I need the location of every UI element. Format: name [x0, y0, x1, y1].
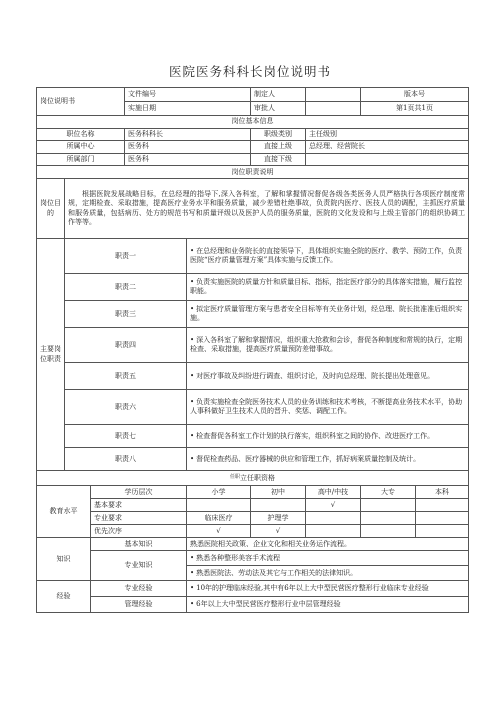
edu-level: 本科 — [416, 486, 469, 499]
edu-level: 高中/中技 — [306, 486, 361, 499]
job-level-value: 主任级别 — [306, 129, 469, 141]
dept-label: 所属部门 — [37, 153, 125, 165]
duty-name: 职责三 — [65, 301, 187, 328]
duty-name: 职责五 — [65, 363, 187, 390]
edu-level: 小学 — [187, 486, 251, 499]
basic-req-label: 基本要求 — [91, 499, 187, 512]
main-duties-label: 主要岗位职责 — [37, 239, 65, 471]
doc-label: 岗位说明书 — [37, 88, 125, 116]
job-name-label: 职位名称 — [37, 129, 125, 141]
priority-mark: √ — [187, 525, 251, 538]
mgmt-exp-label: 管理经验 — [91, 597, 187, 613]
duty-text: • 检查督促各科室工作计划的执行落实，组织科室之间的协作、改进医疗工作。 — [187, 425, 469, 448]
page-title: 医院医务科科长岗位说明书 — [168, 64, 331, 79]
pro-exp-label: 专业经验 — [91, 581, 187, 597]
duty-text: • 督促检查药品、医疗器械的供应和管理工作，抓好病案质量控制及统计。 — [187, 448, 469, 471]
basic-knowledge-text: 熟悉医院相关政策、企业文化和相关业务运作流程。 — [187, 538, 469, 551]
subordinate-label: 直接下级 — [251, 153, 306, 165]
major-req-value: 临床医疗 — [187, 512, 251, 525]
author-label: 制定人 — [251, 88, 306, 102]
basic-req-mark — [361, 499, 416, 512]
duty-text: • 负责实施检查全院医务技术人员的业务训练和技术考核，不断提高业务技术水平，协助人事科做好卫生技术人员的晋升、奖惩、调配工作。 — [187, 390, 469, 425]
duty-name: 职责六 — [65, 390, 187, 425]
pro-knowledge-label: 专业知识 — [91, 551, 187, 581]
job-description-table — [36, 87, 469, 613]
basic-req-mark — [251, 499, 306, 512]
duty-text: • 深入各科室了解和掌握情况，组织重大抢救和会诊，督促各种制度和常规的执行，定期检查、采取措施，提高医疗质量预防差错事故。 — [187, 328, 469, 363]
mgmt-exp-text: • 6年以上大中型民营医疗整形行业中层管理经验 — [187, 597, 469, 613]
knowledge-label: 知识 — [37, 538, 91, 581]
subordinate-value — [306, 153, 469, 165]
superior-label: 直接上级 — [251, 141, 306, 153]
major-req-label: 专业要求 — [91, 512, 187, 525]
basic-req-mark — [187, 499, 251, 512]
duty-name: 职责八 — [65, 448, 187, 471]
duties-section: 岗位职责说明 — [37, 166, 469, 179]
priority-label: 优先次序 — [91, 525, 187, 538]
qualification-note: 任职 — [229, 473, 240, 480]
duty-name: 职责二 — [65, 274, 187, 301]
basic-info-section: 岗位基本信息 — [37, 116, 469, 129]
duty-text: • 负责实施医院的质量方针和质量目标、指标，指定医疗部分的具体落实措施，履行监控职能。 — [187, 274, 469, 301]
basic-knowledge-label: 基本知识 — [91, 538, 187, 551]
major-req-value: 护理学 — [251, 512, 306, 525]
duty-name: 职责七 — [65, 425, 187, 448]
pro-knowledge-item: • 熟悉各种整形美容手术流程 — [187, 551, 469, 566]
qualification-title: 立任职资格 — [240, 473, 275, 482]
qualification-section — [37, 471, 469, 486]
duty-name: 职责一 — [65, 239, 187, 274]
purpose-label: 岗位目的 — [37, 179, 65, 239]
center-label: 所属中心 — [37, 141, 125, 153]
duty-text: • 对医疗事故及纠纷进行调查、组织讨论，及时向总经理、院长提出处理意见。 — [187, 363, 469, 390]
purpose-text: 根据医院发展战略目标，在总经理的指导下,深入各科室，了解和掌握情况督促各级各类医务人员严格执行各项医疗制度常规，定期检查、采取措施，提高医疗业务水平和服务质量，减少差错杜绝事故，负责院内医疗、医技人员的调配，主抓医疗质量和服务质量，包括病历、处方的规范书写和质量评级以及医护人员的服务质量，医院的文化发设和与上级主管部门的组织协调工作等等。 — [65, 179, 469, 239]
pro-exp-text: • 10年的护理临床经验,其中有6年以上大中型民营医疗整形行业临床专业经验 — [187, 581, 469, 597]
edu-level-label: 学历层次 — [91, 486, 187, 499]
pro-knowledge-item: • 熟悉医院法、劳动法及其它与工作相关的法律知识。 — [187, 566, 469, 581]
basic-req-mark: √ — [306, 499, 361, 512]
priority-mark: √ — [251, 525, 306, 538]
version-label: 版本号 — [361, 88, 469, 102]
edu-level: 初中 — [251, 486, 306, 499]
edu-level: 大专 — [361, 486, 416, 499]
job-name-value: 医务科科长 — [125, 129, 251, 141]
implement-date-label: 实施日期 — [125, 102, 251, 116]
duty-text: • 在总经理和业务院长的直接领导下，具体组织实施全院的医疗、教学、预防工作，负责医院“医疗质量管理方案”具体实施与反馈工作。 — [187, 239, 469, 274]
duty-text: • 拟定医疗质量管理方案与患者安全目标等有关业务计划，经总理、院长批准准后组织实施。 — [187, 301, 469, 328]
experience-label: 经验 — [37, 581, 91, 613]
edu-label: 教育水平 — [37, 486, 91, 538]
approver-label: 审批人 — [251, 102, 306, 116]
center-value: 医务科 — [125, 141, 251, 153]
doc-no-label: 文件编号 — [125, 88, 251, 102]
job-level-label: 职级类别 — [251, 129, 306, 141]
page-label: 第1页共1页 — [361, 102, 469, 116]
superior-value: 总经理、经营院长 — [306, 141, 469, 153]
dept-value: 医务科 — [125, 153, 251, 165]
duty-name: 职责四 — [65, 328, 187, 363]
basic-req-mark — [416, 499, 469, 512]
